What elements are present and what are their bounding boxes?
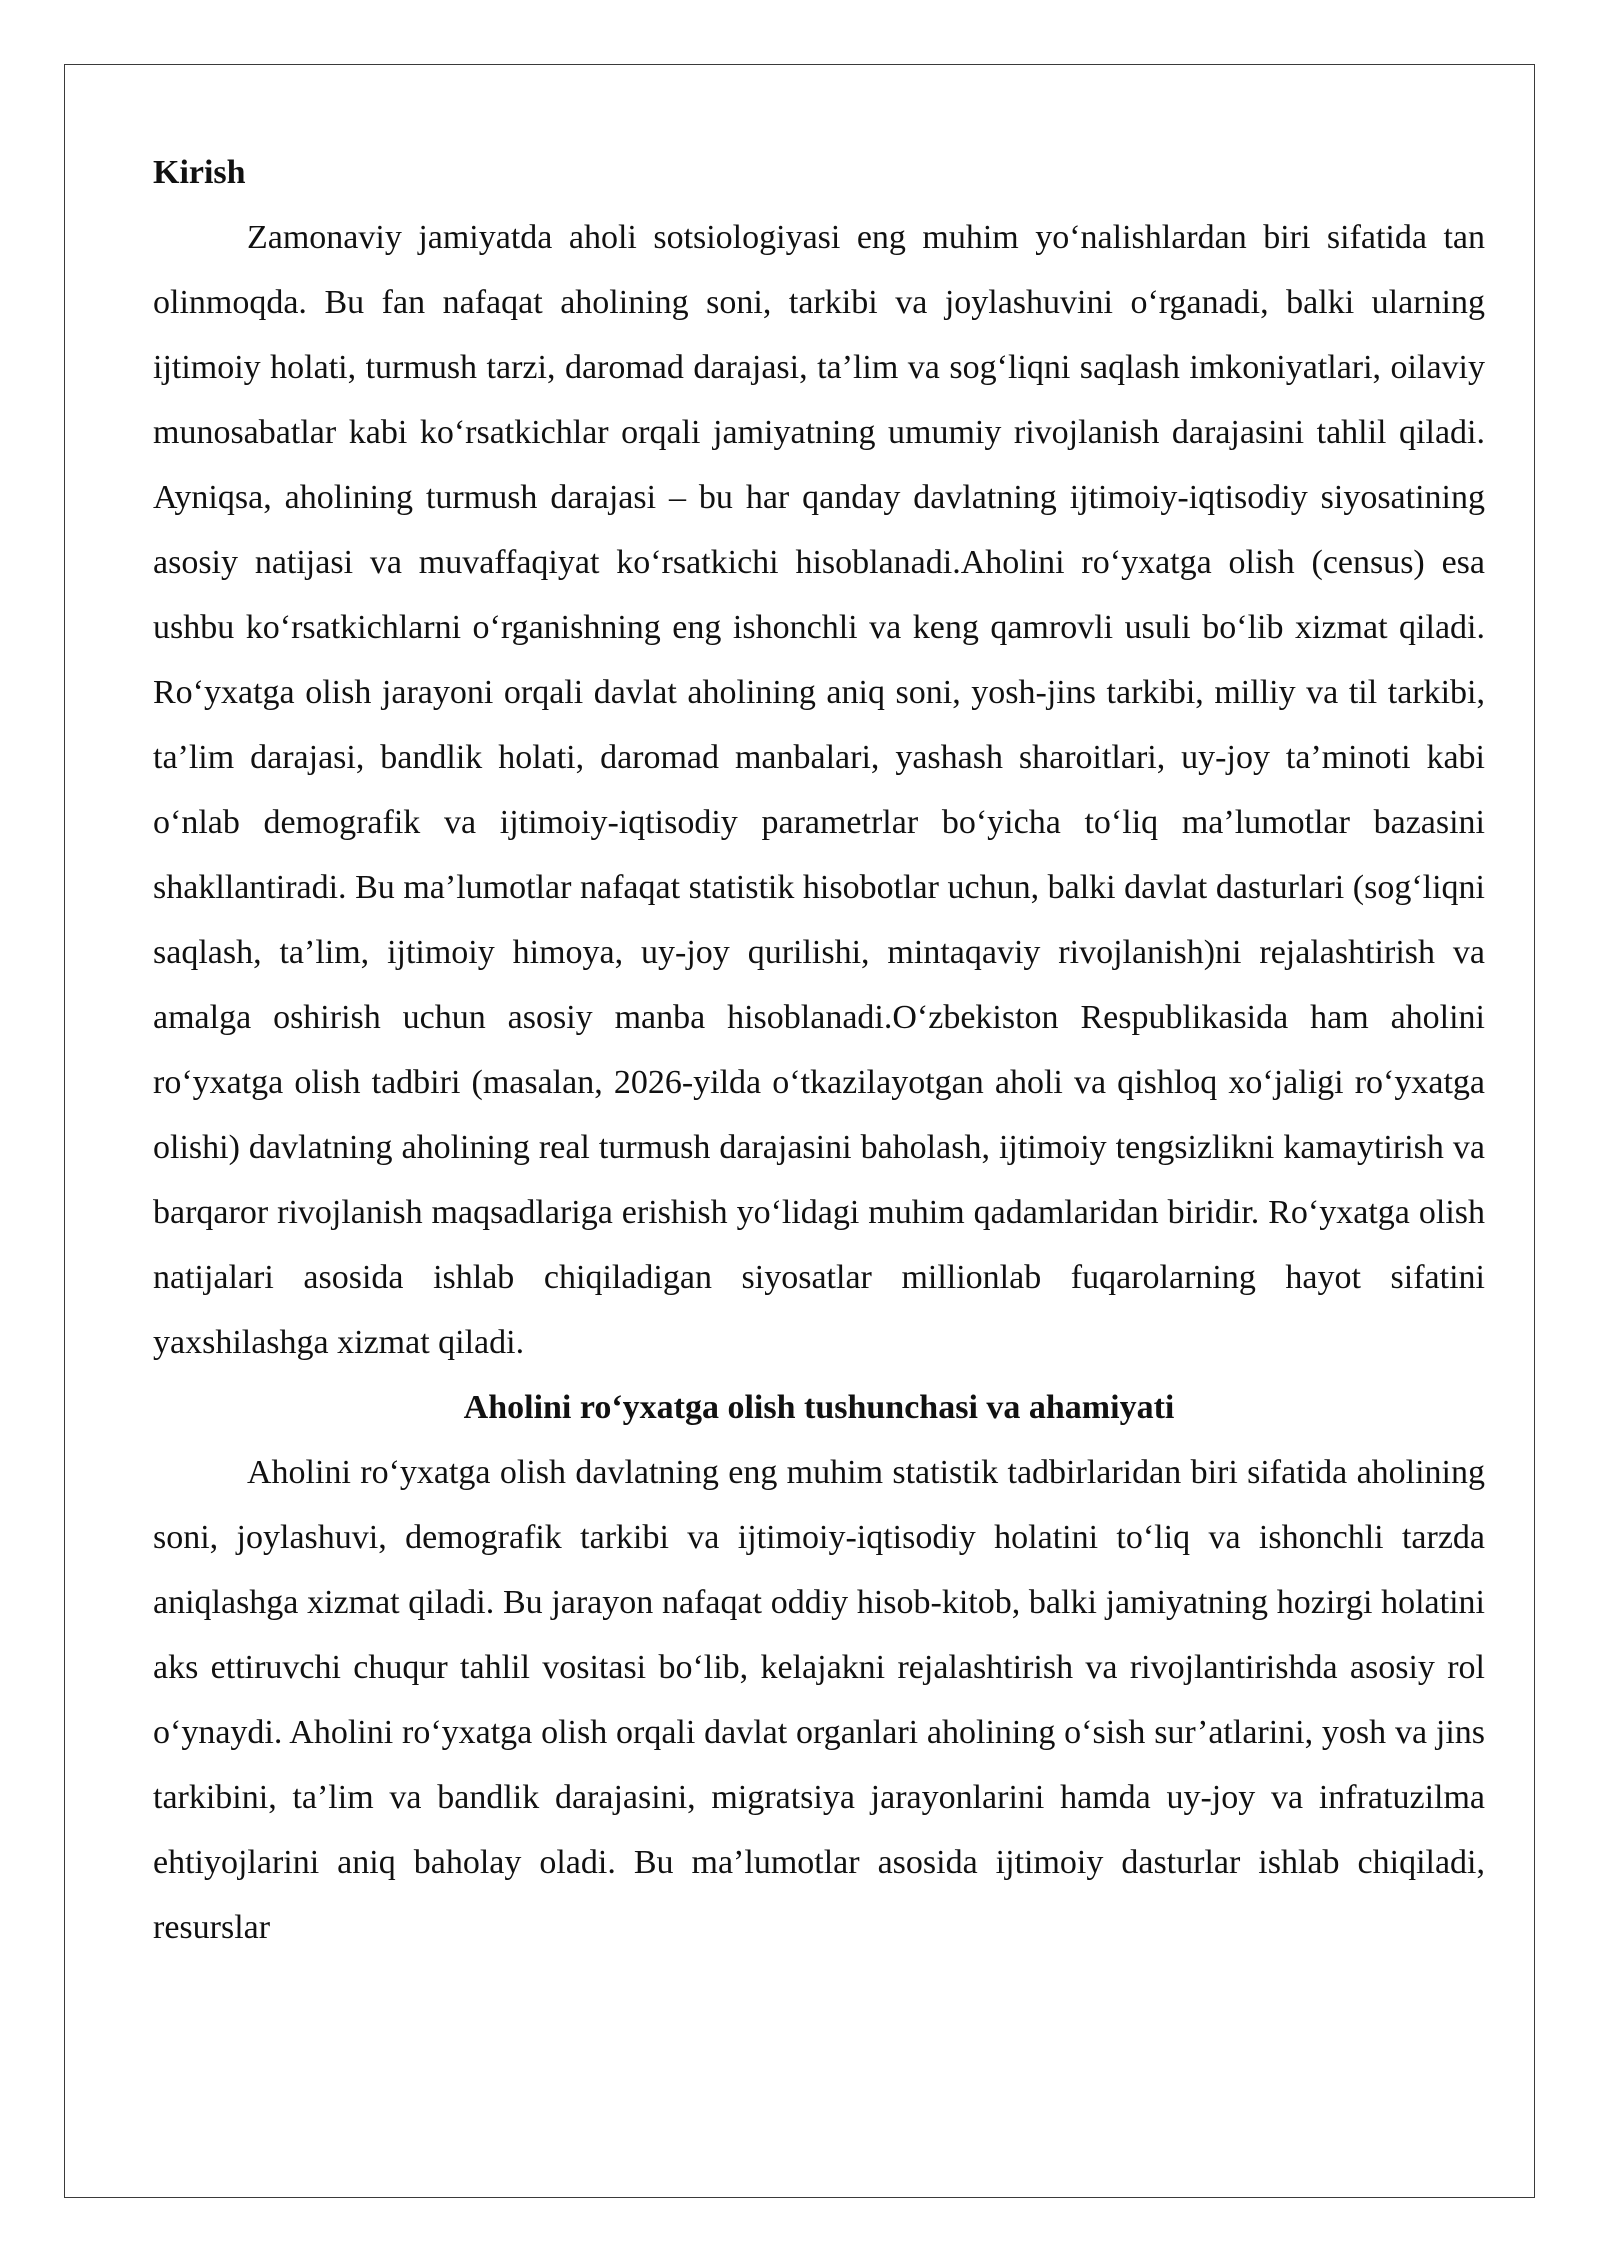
section-heading-tushunchasi: Aholini ro‘yxatga olish tushunchasi va ahamiyati [463,1389,1175,1426]
paragraph-kirish: Zamonaviy jamiyatda aholi sotsiologiyasi eng muhim yo‘nalishlardan biri sifatida tan olinmoqda. Bu fan nafaqat aholining soni, tarkibi va joylashuvini o‘rganadi, balki ularning ijtimoiy holati, turmush tarzi, daromad darajasi, ta’lim va sog‘liqni saqlash imkoniyatlari, oilaviy munosabatlar kabi ko‘rsatkichlar orqali jamiyatning umumiy rivojlanish darajasini tahlil qiladi. Ayniqsa, aholining turmush darajasi – bu har qanday davlatning ijtimoiy-iqtisodiy siyosatining asosiy natijasi va muvaffaqiyat ko‘rsatkichi hisoblanadi.Aholini ro‘yxatga olish (census) esa ushbu ko‘rsatkichlarni o‘rganishning eng ishonchli va keng qamrovli usuli bo‘lib xizmat qiladi. Ro‘yxatga olish jarayoni orqali davlat aholining aniq soni, yosh-jins tarkibi, milliy va til tarkibi, ta’lim darajasi, bandlik holati, daromad manbalari, yashash sharoitlari, uy-joy ta’minoti kabi o‘nlab demografik va ijtimoiy-iqtisodiy parametrlar bo‘yicha to‘liq ma’lumotlar bazasini shakllantiradi. Bu ma’lumotlar nafaqat statistik hisobotlar uchun, balki davlat dasturlari (sog‘liqni saqlash, ta’lim, ijtimoiy himoya, uy-joy qurilishi, mintaqaviy rivojlanish)ni rejalashtirish va amalga oshirish uchun asosiy manba hisoblanadi.O‘zbekiston Respublikasida ham aholini ro‘yxatga olish tadbiri (masalan, 2026-yilda o‘tkazilayotgan aholi va qishloq xo‘jaligi ro‘yxatga olishi) davlatning aholining real turmush darajasini baholash, ijtimoiy tengsizlikni kamaytirish va barqaror rivojlanish maqsadlariga erishish yo‘lidagi muhim qadamlaridan biridir. Ro‘yxatga olish natijalari asosida ishlab chiqiladigan siyosatlar millionlab fuqarolarning hayot sifatini yaxshilashga xizmat qiladi. [153,219,1485,1361]
paragraph-tushunchasi: Aholini ro‘yxatga olish davlatning eng muhim statistik tadbirlaridan biri sifatida aholining soni, joylashuvi, demografik tarkibi va ijtimoiy-iqtisodiy holatini to‘liq va ishonchli tarzda aniqlashga xizmat qiladi. Bu jarayon nafaqat oddiy hisob-kitob, balki jamiyatning hozirgi holatini aks ettiruvchi chuqur tahlil vositasi bo‘lib, kelajakni rejalashtirish va rivojlantirishda asosiy rol o‘ynaydi. Aholini ro‘yxatga olish orqali davlat organlari aholining o‘sish sur’atlarini, yosh va jins tarkibini, ta’lim va bandlik darajasini, migratsiya jarayonlarini hamda uy-joy va infratuzilma ehtiyojlarini aniq baholay oladi. Bu ma’lumotlar asosida ijtimoiy dasturlar ishlab chiqiladi, resurslar [153,1454,1485,1946]
section-heading-kirish: Kirish [153,154,246,191]
document-body [153,140,1485,1960]
